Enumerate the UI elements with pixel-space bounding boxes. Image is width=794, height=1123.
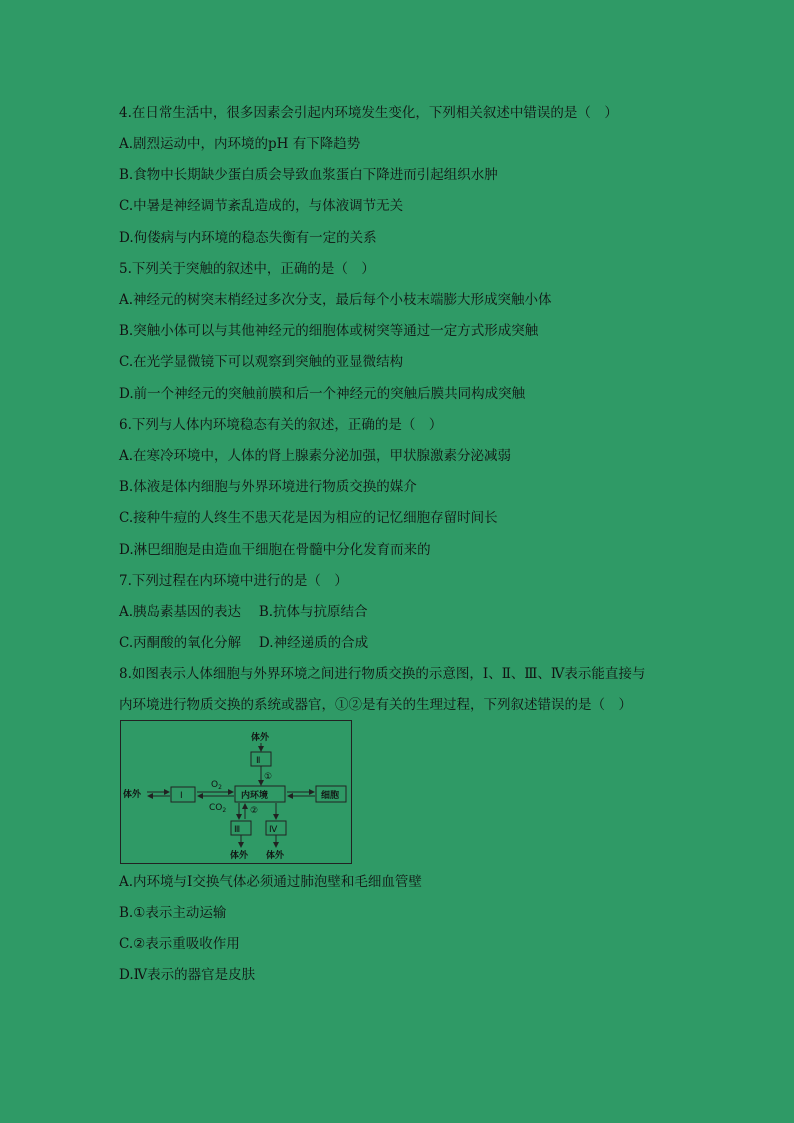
question-4-option-d: D.佝偻病与内环境的稳态失衡有一定的关系 bbox=[119, 230, 377, 246]
question-8-stem-line-1: 8.如图表示人体细胞与外界环境之间进行物质交换的示意图，Ⅰ、Ⅱ、Ⅲ、Ⅳ表示能直接与 bbox=[119, 666, 646, 682]
question-6-option-b: B.体液是体内细胞与外界环境进行物质交换的媒介 bbox=[119, 479, 417, 495]
question-5-option-c: C.在光学显微镜下可以观察到突触的亚显微结构 bbox=[119, 354, 404, 370]
outside-top-label: 体外 bbox=[251, 733, 270, 743]
outside-bottom-right-label: 体外 bbox=[266, 851, 285, 861]
internal-environment-label: 内环境 bbox=[241, 791, 269, 801]
question-5-stem: 5.下列关于突触的叙述中，正确的是（ ） bbox=[119, 261, 375, 277]
process-1-label: ① bbox=[264, 772, 273, 782]
question-5-option-d: D.前一个神经元的突触前膜和后一个神经元的突触后膜共同构成突触 bbox=[119, 386, 526, 402]
box-2-label: Ⅱ bbox=[256, 756, 261, 766]
exchange-diagram-svg bbox=[121, 721, 353, 865]
outside-left-label: 体外 bbox=[123, 790, 142, 800]
box-1 bbox=[171, 787, 195, 802]
question-6-option-d: D.淋巴细胞是由造血干细胞在骨髓中分化发育而来的 bbox=[119, 542, 431, 558]
question-4-option-a: A.剧烈运动中，内环境的pH 有下降趋势 bbox=[119, 136, 361, 152]
oxygen-label: $O_2$ bbox=[211, 780, 222, 791]
question-8-option-b: B.①表示主动运输 bbox=[119, 905, 227, 921]
question-8-option-a: A.内环境与Ⅰ交换气体必须通过肺泡壁和毛细血管壁 bbox=[119, 874, 422, 890]
carbon-dioxide-label: $CO_2$ bbox=[209, 803, 227, 814]
question-6-option-c: C.接种牛痘的人终生不患天花是因为相应的记忆细胞存留时间长 bbox=[119, 510, 498, 526]
question-8-option-c: C.②表示重吸收作用 bbox=[119, 936, 240, 952]
question-5-option-b: B.突触小体可以与其他神经元的细胞体或树突等通过一定方式形成突触 bbox=[119, 323, 539, 339]
question-6-option-a: A.在寒冷环境中，人体的肾上腺素分泌加强，甲状腺激素分泌减弱 bbox=[119, 448, 512, 464]
process-2-label: ② bbox=[250, 806, 259, 816]
question-7-stem: 7.下列过程在内环境中进行的是（ ） bbox=[119, 573, 348, 589]
box-3-label: Ⅲ bbox=[234, 825, 241, 835]
question-5-option-a: A.神经元的树突末梢经过多次分支，最后每个小枝末端膨大形成突触小体 bbox=[119, 292, 552, 308]
box-4-label: Ⅳ bbox=[269, 825, 278, 835]
outside-bottom-left-label: 体外 bbox=[230, 851, 249, 861]
question-6-stem: 6.下列与人体内环境稳态有关的叙述，正确的是（ ） bbox=[119, 417, 443, 433]
question-7-options-cd: C.丙酮酸的氧化分解 D.神经递质的合成 bbox=[119, 635, 369, 651]
question-4-option-b: B.食物中长期缺少蛋白质会导致血浆蛋白下降进而引起组织水肿 bbox=[119, 167, 498, 183]
question-7-options-ab: A.胰岛素基因的表达 B.抗体与抗原结合 bbox=[119, 604, 368, 620]
question-8-option-d: D.Ⅳ表示的器官是皮肤 bbox=[119, 967, 256, 983]
exchange-diagram bbox=[120, 720, 352, 864]
question-4-stem: 4.在日常生活中，很多因素会引起内环境发生变化，下列相关叙述中错误的是（ ） bbox=[119, 105, 618, 121]
box-2 bbox=[251, 752, 271, 766]
cell-label: 细胞 bbox=[321, 791, 340, 801]
box-1-label: Ⅰ bbox=[180, 791, 183, 801]
question-8-stem-line-2: 内环境进行物质交换的系统或器官，①②是有关的生理过程，下列叙述错误的是（ ） bbox=[119, 697, 632, 713]
question-4-option-c: C.中暑是神经调节紊乱造成的，与体液调节无关 bbox=[119, 198, 404, 214]
